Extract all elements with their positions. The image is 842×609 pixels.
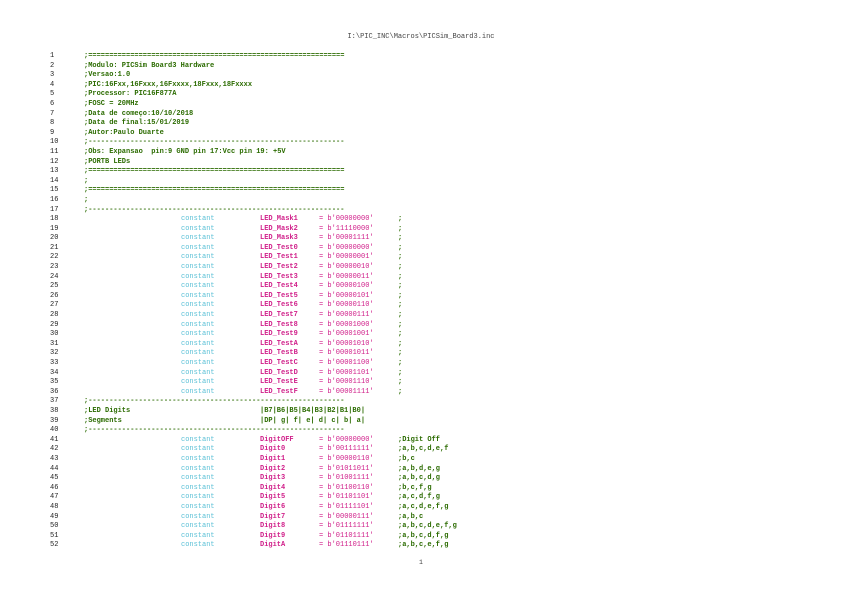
constant-name: Digit5	[260, 493, 286, 502]
comment-text: ;Obs: Expansao pin:9 GND pin 17:Vcc pin 19: +5V	[84, 147, 286, 156]
line-number: 50	[50, 522, 59, 531]
line-number: 37	[50, 397, 59, 406]
constant-comment: ;	[398, 291, 403, 300]
constant-value: = b'00000000'	[319, 243, 374, 252]
code-line	[0, 407, 842, 417]
line-number: 49	[50, 512, 59, 521]
constant-keyword: constant	[181, 282, 215, 291]
line-number: 43	[50, 454, 59, 463]
constant-comment: ;	[398, 359, 403, 367]
constant-keyword: constant	[181, 474, 215, 483]
code-line	[0, 330, 842, 340]
code-line	[0, 282, 842, 292]
constant-comment: ;	[398, 282, 403, 291]
constant-value: = b'00001111'	[319, 387, 374, 396]
comment-text: ;Versao:1.0	[84, 71, 131, 80]
comment-text: ;PORTB LEDs	[84, 157, 131, 166]
constant-comment: ;	[398, 349, 403, 358]
code-line	[0, 186, 842, 196]
code-line	[0, 474, 842, 484]
constant-keyword: constant	[181, 454, 215, 463]
constant-comment: ;	[398, 368, 403, 377]
code-line	[0, 71, 842, 81]
line-number: 47	[50, 493, 59, 502]
constant-name: LED_Test7	[260, 311, 298, 320]
line-number: 29	[50, 320, 59, 329]
constant-comment: ;	[398, 215, 403, 224]
source-listing	[0, 52, 842, 551]
constant-value: = b'00000110'	[319, 454, 374, 463]
constant-value: = b'00001011'	[319, 349, 374, 358]
constant-keyword: constant	[181, 435, 215, 444]
code-line	[0, 263, 842, 273]
line-number: 9	[50, 128, 55, 137]
constant-keyword: constant	[181, 253, 215, 262]
page-number: 1	[419, 559, 423, 566]
constant-value: = b'00000000'	[319, 435, 374, 444]
constant-value: = b'00000100'	[319, 282, 374, 291]
code-line	[0, 234, 842, 244]
line-number: 46	[50, 483, 59, 492]
code-line	[0, 90, 842, 100]
line-number: 28	[50, 311, 59, 320]
code-line	[0, 465, 842, 475]
code-line	[0, 522, 842, 532]
constant-value: = b'00001101'	[319, 368, 374, 377]
code-line	[0, 484, 842, 494]
code-line	[0, 503, 842, 513]
comment-text: ;-------------------------------------------------------------	[84, 138, 345, 147]
constant-value: = b'00000010'	[319, 263, 374, 272]
code-line	[0, 445, 842, 455]
comment-text: ;Processor: PIC16F877A	[84, 90, 177, 99]
constant-comment: ;	[398, 263, 403, 272]
code-line	[0, 493, 842, 503]
constant-keyword: constant	[181, 378, 215, 387]
line-number: 12	[50, 157, 59, 166]
line-number: 26	[50, 291, 59, 300]
constant-name: Digit6	[260, 502, 286, 511]
code-line	[0, 110, 842, 120]
code-line	[0, 158, 842, 168]
constant-name: LED_Test3	[260, 272, 298, 281]
constant-value: = b'00000110'	[319, 301, 374, 310]
constant-value: = b'00000111'	[319, 311, 374, 320]
code-line	[0, 388, 842, 398]
constant-value: = b'00000001'	[319, 253, 374, 262]
code-line	[0, 253, 842, 263]
line-number: 51	[50, 531, 59, 540]
code-line	[0, 62, 842, 72]
constant-keyword: constant	[181, 291, 215, 300]
constant-comment: ;b,c,f,g	[398, 483, 432, 492]
comment-text: ;Segments	[84, 416, 122, 425]
code-line	[0, 119, 842, 129]
line-number: 6	[50, 99, 55, 108]
constant-name: LED_Test0	[260, 243, 298, 252]
constant-name: LED_Mask3	[260, 234, 298, 243]
constant-comment: ;	[398, 234, 403, 243]
constant-value: = b'00001100'	[319, 359, 374, 367]
constant-keyword: constant	[181, 368, 215, 377]
constant-value: = b'00000000'	[319, 215, 374, 224]
constant-name: Digit1	[260, 454, 286, 463]
constant-value: = b'00000101'	[319, 291, 374, 300]
constant-comment: ;	[398, 320, 403, 329]
code-line	[0, 292, 842, 302]
line-number: 16	[50, 195, 59, 204]
constant-name: Digit8	[260, 522, 286, 531]
constant-comment: ;	[398, 387, 403, 396]
constant-keyword: constant	[181, 464, 215, 473]
line-number: 27	[50, 301, 59, 310]
constant-comment: ;a,b,c,d,e,f,g	[398, 522, 457, 531]
constant-value: = b'00000111'	[319, 512, 374, 521]
segment-bit-header: |B7|B6|B5|B4|B3|B2|B1|B0|	[260, 406, 366, 415]
code-line	[0, 148, 842, 158]
constant-name: LED_Test1	[260, 253, 298, 262]
constant-keyword: constant	[181, 483, 215, 492]
constant-keyword: constant	[181, 445, 215, 454]
comment-text: ;=============================================================	[84, 186, 345, 195]
line-number: 21	[50, 243, 59, 252]
line-number: 36	[50, 387, 59, 396]
comment-text: ;-------------------------------------------------------------	[84, 426, 345, 435]
constant-comment: ;	[398, 301, 403, 310]
code-line	[0, 369, 842, 379]
line-number: 31	[50, 339, 59, 348]
constant-value: = b'01101111'	[319, 531, 374, 540]
code-line	[0, 215, 842, 225]
constant-comment: ;a,b,c,d,g	[398, 474, 441, 483]
code-line	[0, 426, 842, 436]
constant-comment: ;a,b,c,d,f,g	[398, 531, 449, 540]
constant-keyword: constant	[181, 311, 215, 320]
line-number: 20	[50, 234, 59, 243]
code-line	[0, 81, 842, 91]
comment-text: ;Data de começo:10/10/2018	[84, 109, 194, 118]
constant-comment: ;a,b,c,e,f,g	[398, 541, 449, 550]
code-line	[0, 100, 842, 110]
comment-text: ;	[84, 195, 89, 204]
code-line	[0, 397, 842, 407]
constant-comment: ;	[398, 243, 403, 252]
line-number: 25	[50, 282, 59, 291]
constant-value: = b'00001000'	[319, 320, 374, 329]
line-number: 19	[50, 224, 59, 233]
constant-value: = b'01111111'	[319, 522, 374, 531]
constant-value: = b'01101101'	[319, 493, 374, 502]
line-number: 14	[50, 176, 59, 185]
line-number: 22	[50, 253, 59, 262]
code-line	[0, 359, 842, 369]
constant-value: = b'00001001'	[319, 330, 374, 339]
line-number: 23	[50, 263, 59, 272]
line-number: 18	[50, 215, 59, 224]
constant-name: DigitOFF	[260, 435, 294, 444]
constant-value: = b'00001110'	[319, 378, 374, 387]
code-line	[0, 541, 842, 551]
constant-name: LED_Test6	[260, 301, 298, 310]
comment-text: ;Data de final:15/01/2019	[84, 119, 190, 128]
constant-comment: ;a,b,c	[398, 512, 424, 521]
line-number: 11	[50, 147, 59, 156]
line-number: 52	[50, 541, 59, 550]
code-line	[0, 129, 842, 139]
constant-name: Digit0	[260, 445, 286, 454]
code-line	[0, 436, 842, 446]
constant-name: LED_TestF	[260, 387, 298, 396]
code-line	[0, 138, 842, 148]
comment-text: ;=============================================================	[84, 52, 345, 60]
code-line	[0, 273, 842, 283]
line-number: 4	[50, 80, 55, 89]
comment-text: ;	[84, 176, 89, 185]
constant-comment: ;a,c,d,f,g	[398, 493, 441, 502]
code-line	[0, 532, 842, 542]
constant-keyword: constant	[181, 243, 215, 252]
constant-keyword: constant	[181, 234, 215, 243]
comment-text: ;Autor:Paulo Duarte	[84, 128, 164, 137]
constant-comment: ;a,c,d,e,f,g	[398, 502, 449, 511]
constant-name: LED_Mask2	[260, 224, 298, 233]
constant-keyword: constant	[181, 359, 215, 367]
code-line	[0, 167, 842, 177]
constant-name: LED_TestB	[260, 349, 298, 358]
constant-value: = b'01110111'	[319, 541, 374, 550]
code-line	[0, 301, 842, 311]
constant-keyword: constant	[181, 387, 215, 396]
constant-keyword: constant	[181, 502, 215, 511]
constant-comment: ;	[398, 378, 403, 387]
constant-name: LED_Test4	[260, 282, 298, 291]
constant-keyword: constant	[181, 493, 215, 502]
constant-value: = b'11110000'	[319, 224, 374, 233]
constant-comment: ;	[398, 339, 403, 348]
line-number: 3	[50, 71, 55, 80]
line-number: 1	[50, 52, 55, 60]
line-number: 42	[50, 445, 59, 454]
constant-comment: ;Digit Off	[398, 435, 441, 444]
constant-value: = b'01011011'	[319, 464, 374, 473]
code-line	[0, 196, 842, 206]
line-number: 2	[50, 61, 55, 70]
comment-text: ;Modulo: PICSim Board3 Hardware	[84, 61, 215, 70]
constant-name: LED_TestD	[260, 368, 298, 377]
constant-comment: ;b,c	[398, 454, 415, 463]
constant-keyword: constant	[181, 330, 215, 339]
constant-comment: ;a,b,d,e,g	[398, 464, 441, 473]
line-number: 48	[50, 502, 59, 511]
constant-comment: ;	[398, 311, 403, 320]
line-number: 45	[50, 474, 59, 483]
code-line	[0, 206, 842, 216]
constant-value: = b'01111101'	[319, 502, 374, 511]
constant-name: LED_Test8	[260, 320, 298, 329]
constant-keyword: constant	[181, 512, 215, 521]
constant-name: Digit9	[260, 531, 286, 540]
constant-name: LED_Test9	[260, 330, 298, 339]
comment-text: ;-------------------------------------------------------------	[84, 205, 345, 214]
line-number: 41	[50, 435, 59, 444]
code-line	[0, 244, 842, 254]
constant-keyword: constant	[181, 541, 215, 550]
constant-comment: ;a,b,c,d,e,f	[398, 445, 449, 454]
code-line	[0, 225, 842, 235]
constant-keyword: constant	[181, 272, 215, 281]
code-line	[0, 455, 842, 465]
constant-comment: ;	[398, 224, 403, 233]
constant-name: LED_TestE	[260, 378, 298, 387]
constant-name: LED_Mask1	[260, 215, 298, 224]
constant-name: Digit2	[260, 464, 286, 473]
line-number: 40	[50, 426, 59, 435]
code-line	[0, 417, 842, 427]
constant-name: LED_TestA	[260, 339, 298, 348]
line-number: 7	[50, 109, 55, 118]
segment-bit-header: |DP| g| f| e| d| c| b| a|	[260, 416, 366, 425]
constant-value: = b'00001010'	[319, 339, 374, 348]
line-number: 38	[50, 406, 59, 415]
constant-value: = b'00001111'	[319, 234, 374, 243]
constant-keyword: constant	[181, 339, 215, 348]
constant-value: = b'01001111'	[319, 474, 374, 483]
constant-value: = b'01100110'	[319, 483, 374, 492]
code-line	[0, 340, 842, 350]
line-number: 10	[50, 138, 59, 147]
line-number: 5	[50, 90, 55, 99]
constant-comment: ;	[398, 330, 403, 339]
constant-name: Digit3	[260, 474, 286, 483]
constant-keyword: constant	[181, 531, 215, 540]
constant-name: LED_Test5	[260, 291, 298, 300]
constant-keyword: constant	[181, 349, 215, 358]
line-number: 34	[50, 368, 59, 377]
constant-name: DigitA	[260, 541, 286, 550]
line-number: 39	[50, 416, 59, 425]
code-line	[0, 177, 842, 187]
line-number: 32	[50, 349, 59, 358]
comment-text: ;LED Digits	[84, 406, 131, 415]
line-number: 33	[50, 359, 59, 367]
code-line	[0, 52, 842, 62]
line-number: 13	[50, 167, 59, 176]
line-number: 8	[50, 119, 55, 128]
line-number: 30	[50, 330, 59, 339]
constant-name: LED_TestC	[260, 359, 298, 367]
line-number: 44	[50, 464, 59, 473]
constant-value: = b'00111111'	[319, 445, 374, 454]
file-path-header: I:\PIC_INC\Macros\PICSim_Board3.inc	[347, 33, 495, 41]
constant-keyword: constant	[181, 301, 215, 310]
constant-name: LED_Test2	[260, 263, 298, 272]
constant-keyword: constant	[181, 320, 215, 329]
code-line	[0, 321, 842, 331]
line-number: 17	[50, 205, 59, 214]
constant-comment: ;	[398, 253, 403, 262]
line-number: 15	[50, 186, 59, 195]
constant-name: Digit4	[260, 483, 286, 492]
code-line	[0, 311, 842, 321]
comment-text: ;FOSC = 20MHz	[84, 99, 139, 108]
comment-text: ;PIC:16Fxx,16Fxxx,16Fxxxx,18Fxxx,18Fxxxx	[84, 80, 253, 89]
code-line	[0, 349, 842, 359]
line-number: 24	[50, 272, 59, 281]
constant-keyword: constant	[181, 224, 215, 233]
comment-text: ;=============================================================	[84, 167, 345, 176]
code-line	[0, 513, 842, 523]
constant-comment: ;	[398, 272, 403, 281]
comment-text: ;-------------------------------------------------------------	[84, 397, 345, 406]
code-line	[0, 378, 842, 388]
constant-keyword: constant	[181, 522, 215, 531]
line-number: 35	[50, 378, 59, 387]
constant-value: = b'00000011'	[319, 272, 374, 281]
constant-name: Digit7	[260, 512, 286, 521]
constant-keyword: constant	[181, 215, 215, 224]
constant-keyword: constant	[181, 263, 215, 272]
